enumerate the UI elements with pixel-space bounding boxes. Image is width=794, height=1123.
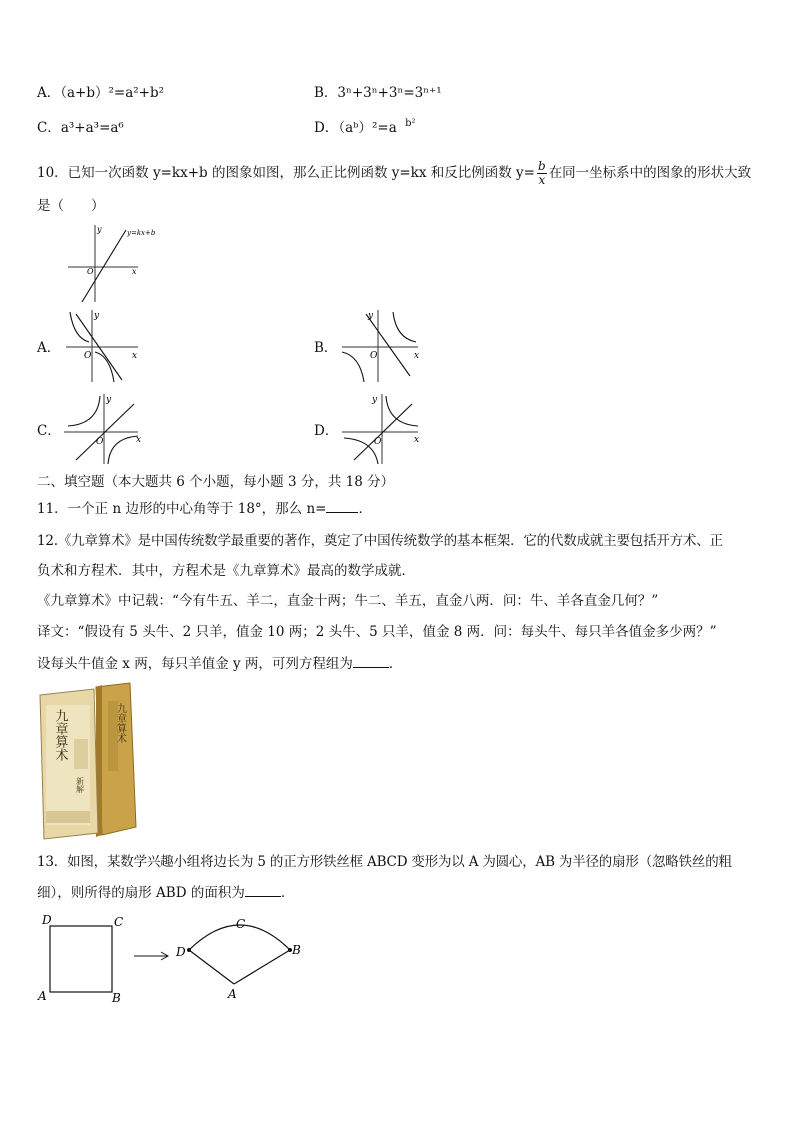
book-illustration [38, 681, 140, 841]
line-label: y=kx+b [127, 229, 156, 237]
y-label: y [372, 395, 378, 405]
square-abcd [50, 926, 112, 992]
x-label: x [136, 435, 142, 445]
q13-line1: 13．如图，某数学兴趣小组将边长为 5 的正方形铁丝框 ABCD 变形为以 A 为圆心，AB 为半径的扇形（忽略铁丝的粗 [37, 854, 732, 870]
q10-fraction-den: x [538, 173, 546, 187]
q9-option-b-text: 3ⁿ+3ⁿ+3ⁿ=3ⁿ⁺¹ [337, 85, 442, 101]
q10-option-b-label: B． [314, 340, 338, 356]
y-axis-label: y [97, 225, 102, 234]
q12-line4: 译文：“假设有 5 头牛、2 只羊，值金 10 两；2 头牛、5 只羊，值金 8 两．问：每头牛、每只羊各值金多少两？” [37, 624, 717, 640]
sector-label-a: A [228, 987, 237, 1001]
q13-line2 [37, 884, 294, 902]
label-b: B [112, 991, 121, 1005]
q12-line3: 《九章算术》中记载：“今有牛五、羊二，直金十两；牛二、羊五，直金八两．问：牛、羊各直金几何？” [37, 593, 659, 609]
q12-line2: 负术和方程术．其中，方程术是《九章算术》最高的数学成就． [37, 563, 415, 579]
q10-fraction-num: b [538, 159, 546, 173]
q9-option-a-text: （a+b）²=a²+b² [60, 85, 165, 101]
sector-label-c: C [236, 917, 246, 931]
label-c: C [114, 915, 124, 929]
book-title-back: 九章算术 [114, 703, 126, 743]
sector-radius-ad [189, 950, 234, 984]
q10-option-d-graph [338, 392, 422, 466]
sector-radius-ab [234, 950, 290, 984]
q9-option-d [314, 119, 416, 139]
hyperbola-branch [68, 396, 100, 426]
x-label: x [414, 351, 420, 361]
hyperbola-branch [393, 312, 416, 342]
label-d: D [42, 913, 52, 927]
q12-answer-blank[interactable] [353, 655, 389, 668]
q9-option-d-text: （aᵇ）²=a [338, 120, 397, 136]
q9-option-c-text: a³+a³=a⁶ [60, 120, 124, 136]
q9-option-d-exponent: b² [405, 118, 416, 129]
hyperbola-branch [386, 396, 418, 426]
q10-stem-line2: 是（ ） [37, 198, 105, 214]
q12-line1: 12.《九章算术》是中国传统数学最重要的著作，奠定了中国传统数学的基本框架．它的代数成就主要包括开方术、正 [37, 533, 723, 549]
x-label: x [132, 351, 138, 361]
book-subtitle: 新解 [75, 777, 85, 793]
q9-option-c-label: C． [37, 120, 61, 136]
book-title-front: 九章算术 [52, 709, 68, 761]
q11-answer-blank[interactable] [326, 500, 358, 513]
section-title: 二、填空题（本大题共 6 个小题，每小题 3 分，共 18 分） [37, 474, 395, 490]
q10-fraction [537, 160, 547, 187]
q12-line5-text: 设每头牛值金 x 两，每只羊值金 y 两，可列方程组为 [37, 656, 353, 672]
q13-answer-blank[interactable] [245, 884, 281, 897]
q10-stem-post: 在同一坐标系中的图象的形状大致 [548, 165, 752, 181]
q12-line5-end: ． [388, 656, 403, 672]
q13-line2-end: ． [280, 885, 295, 901]
hyperbola-branch [70, 312, 89, 342]
q11-text: 11．一个正 n 边形的中心角等于 18°，那么 n= [37, 501, 327, 517]
q9-option-d-label: D． [314, 120, 339, 136]
q13-line2-text: 细），则所得的扇形 ABD 的面积为 [37, 885, 245, 901]
q11 [37, 500, 372, 518]
q9-option-b [314, 84, 442, 102]
x-axis-label: x [132, 267, 137, 276]
q10-option-b-graph [338, 308, 422, 384]
line-kx [366, 314, 410, 376]
q12-line5 [37, 655, 402, 673]
o-label: O [84, 351, 92, 361]
q9-option-b-label: B． [314, 85, 338, 101]
y-label: y [106, 395, 112, 405]
hyperbola-branch [95, 352, 114, 382]
o-label: O [374, 437, 382, 447]
q10-option-a-graph [62, 308, 146, 384]
line-kx-b [82, 230, 126, 302]
q10-option-c-label: C． [37, 423, 61, 439]
x-label: x [414, 435, 420, 445]
hyperbola-branch [342, 352, 364, 382]
q13-figure [34, 910, 304, 1006]
sector-label-d: D [176, 945, 186, 959]
label-a: A [38, 989, 47, 1003]
o-label: O [96, 437, 104, 447]
sector-label-b: B [292, 943, 301, 957]
o-label: O [370, 351, 378, 361]
origin-label: O [87, 267, 94, 276]
y-label: y [94, 311, 100, 321]
q9-option-a [37, 84, 164, 102]
book-image [38, 681, 140, 841]
q10-option-d-label: D． [314, 423, 339, 439]
q11-end: ． [358, 501, 372, 517]
q10-option-a-label: A． [37, 340, 61, 356]
q9-option-c [37, 119, 124, 137]
q9-option-a-label: A． [37, 85, 61, 101]
q10-main-graph [64, 222, 164, 304]
q10-stem-line1 [37, 160, 751, 187]
hyperbola-branch [108, 436, 138, 464]
y-label: y [368, 311, 374, 321]
q10-option-c-graph [62, 392, 146, 466]
q10-stem-pre: 10．已知一次函数 y=kx+b 的图象如图，那么正比例函数 y=kx 和反比例函数 y= [37, 165, 535, 181]
